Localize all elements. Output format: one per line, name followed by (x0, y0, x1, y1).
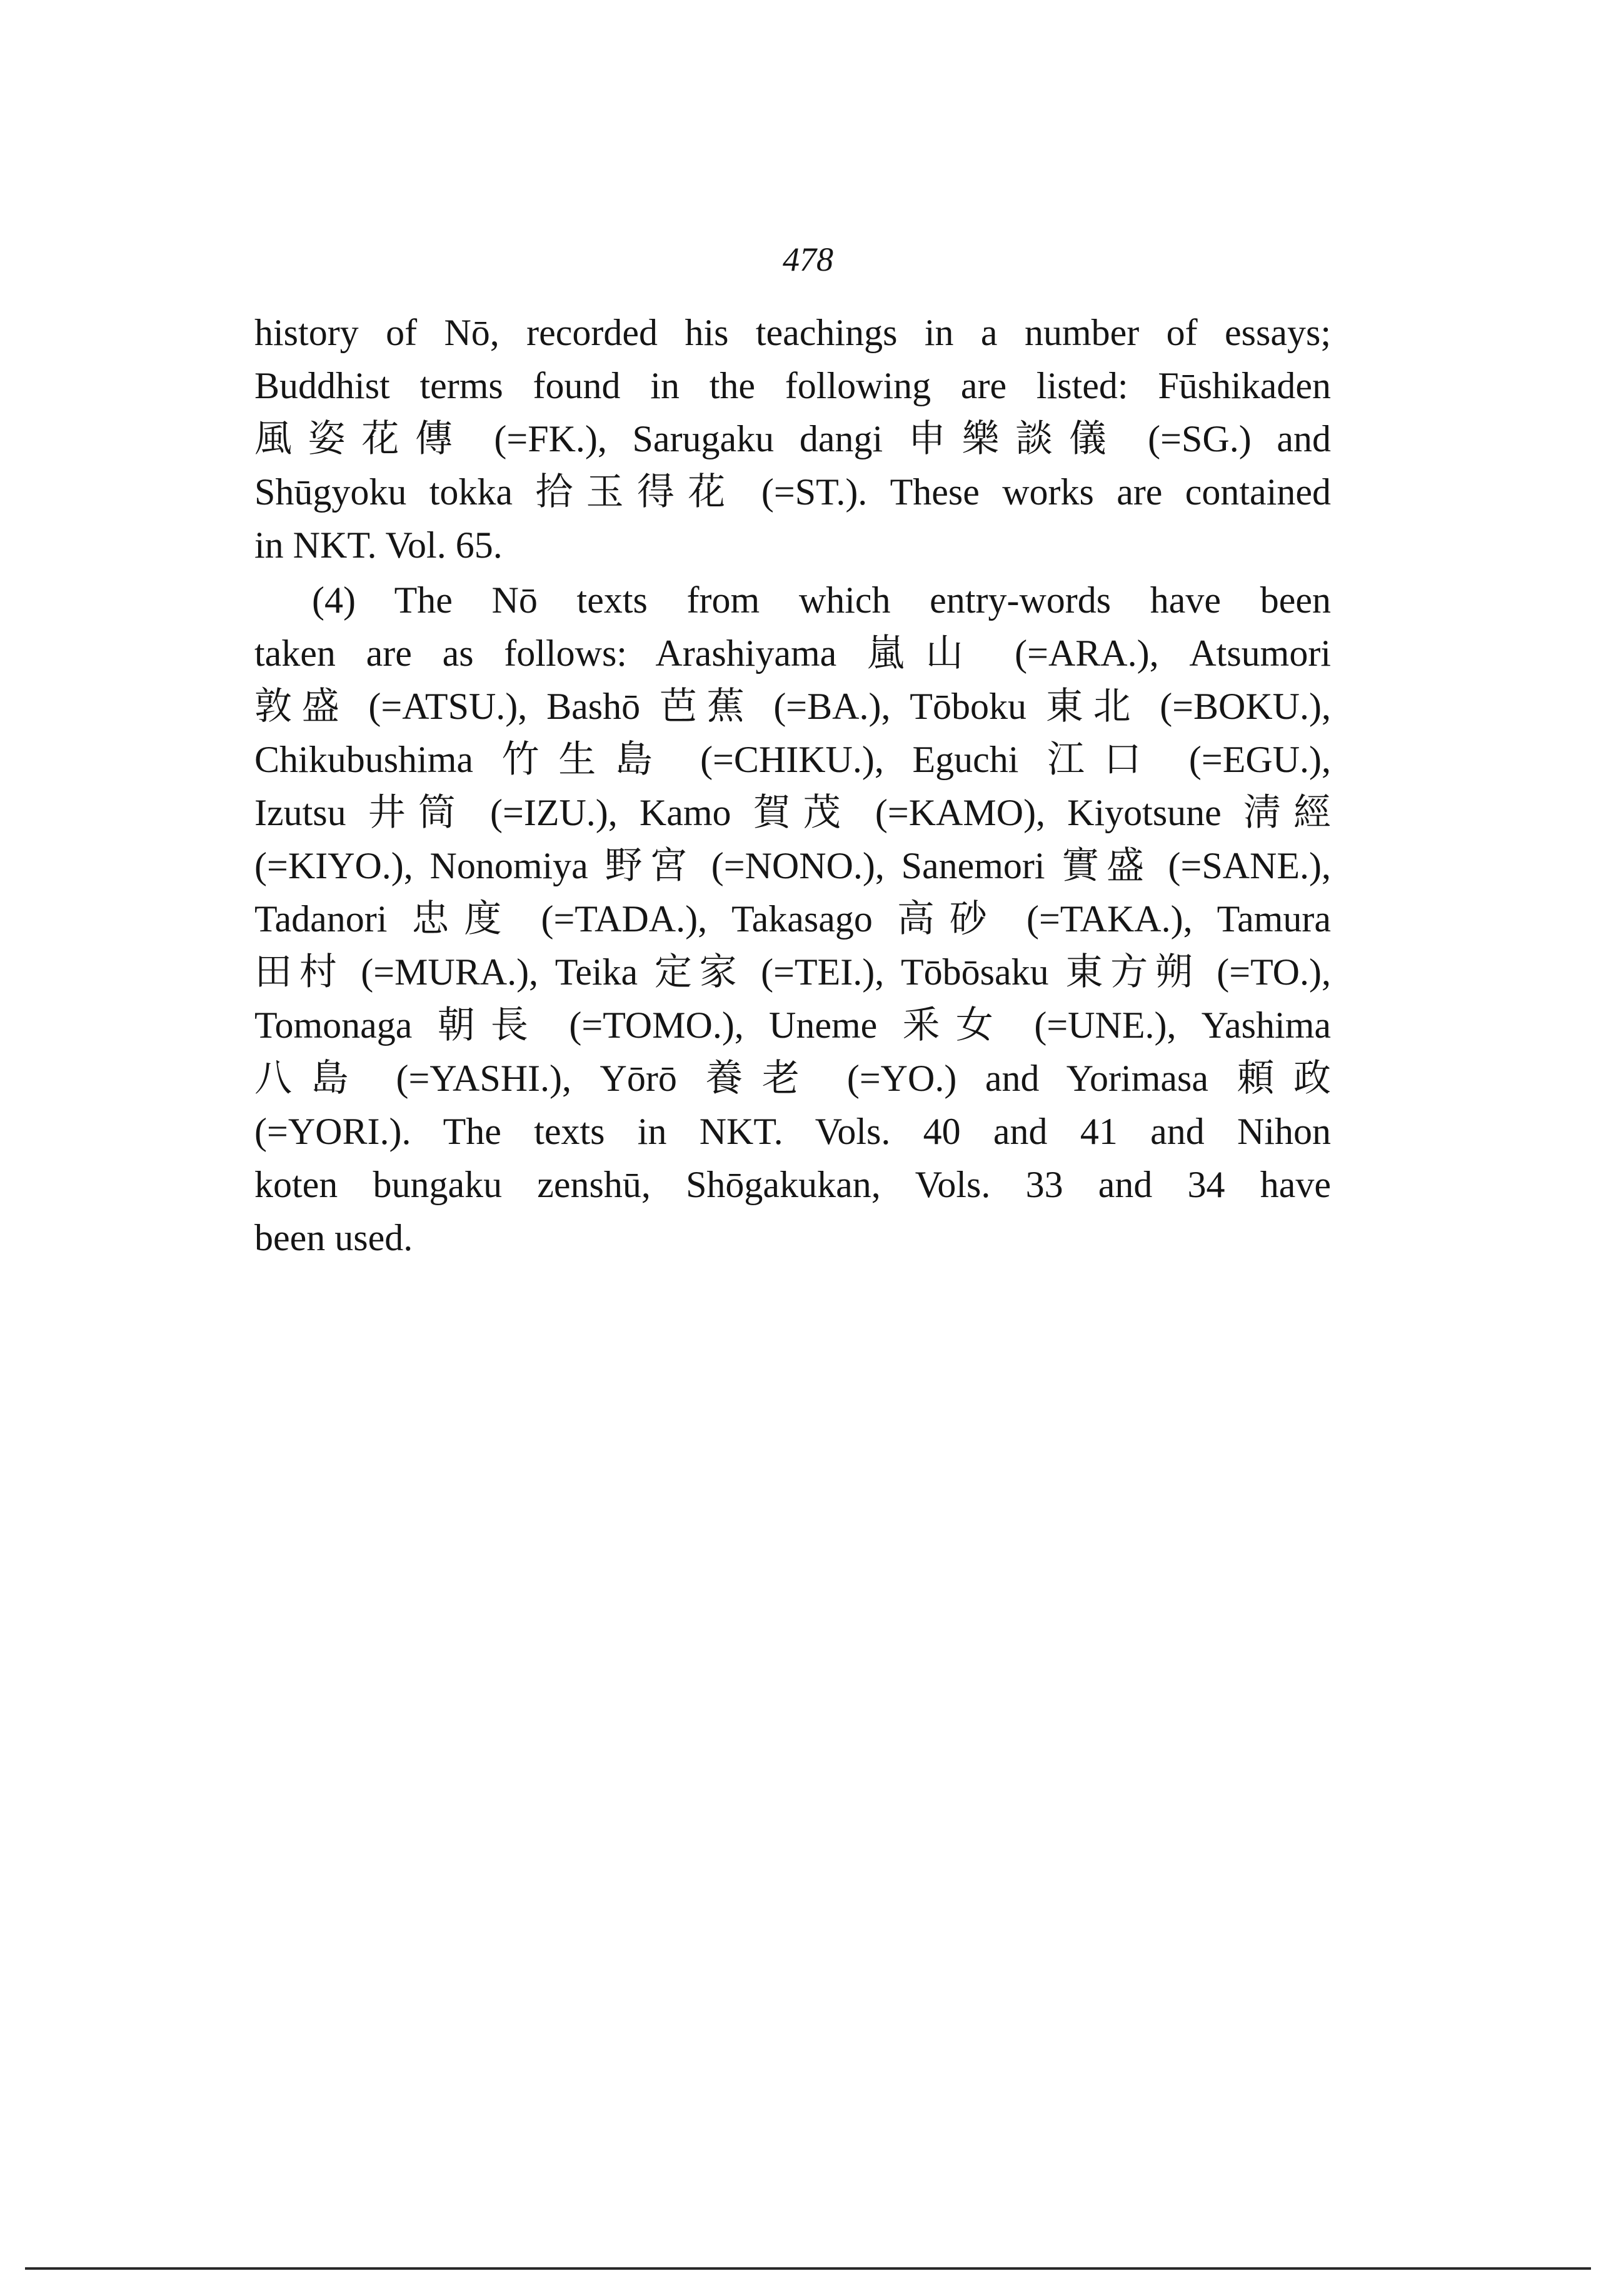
text-line: 田村 (=MURA.), Teika 定家 (=TEI.), Tōbōsaku 東方朔 (=TO.), (254, 951, 1331, 993)
text-line: (=KIYO.), Nonomiya 野宮 (=NONO.), Sanemori 實盛 (=SANE.), (254, 845, 1331, 886)
text-line: 敦盛 (=ATSU.), Bashō 芭蕉 (=BA.), Tōboku 東北 (=BOKU.), (254, 686, 1331, 727)
text-line: been used. (254, 1217, 413, 1258)
text-line: taken are as follows: Arashiyama 嵐山 (=ARA.), Atsumori (254, 633, 1331, 674)
text-line: 八島 (=YASHI.), Yōrō 養老 (=YO.) and Yorimasa 頼政 (254, 1058, 1331, 1099)
text-line: history of Nō, recorded his teachings in a number of essays; (254, 312, 1331, 353)
text-line: Buddhist terms found in the following are listed: Fūshikaden (254, 365, 1331, 406)
text-line: Tadanori 忠度 (=TADA.), Takasago 高砂 (=TAKA.), Tamura (254, 898, 1331, 940)
text-line: Izutsu 井筒 (=IZU.), Kamo 賀茂 (=KAMO), Kiyotsune 淸經 (254, 792, 1331, 833)
text-line: Tomonaga 朝長 (=TOMO.), Uneme 釆女 (=UNE.), Yashima (254, 1005, 1331, 1046)
body-text (254, 306, 1331, 1265)
text-line: koten bungaku zenshū, Shōgakukan, Vols. 33 and 34 have (254, 1164, 1331, 1205)
text-line: Chikubushima 竹生島 (=CHIKU.), Eguchi 江口 (=EGU.), (254, 739, 1331, 780)
bottom-rule (25, 2267, 1591, 2270)
text-line: (=YORI.). The texts in NKT. Vols. 40 and 41 and Nihon (254, 1111, 1331, 1152)
text-line: in NKT. Vol. 65. (254, 524, 503, 566)
text-line: Shūgyoku tokka 拾玉得花 (=ST.). These works are contained (254, 471, 1331, 513)
text-line: 風姿花傳 (=FK.), Sarugaku dangi 申樂談儀 (=SG.) and (254, 418, 1331, 459)
page-number: 478 (783, 241, 833, 278)
paragraph-4-first-line: (4) The Nō texts from which entry-words have been (312, 579, 1331, 621)
